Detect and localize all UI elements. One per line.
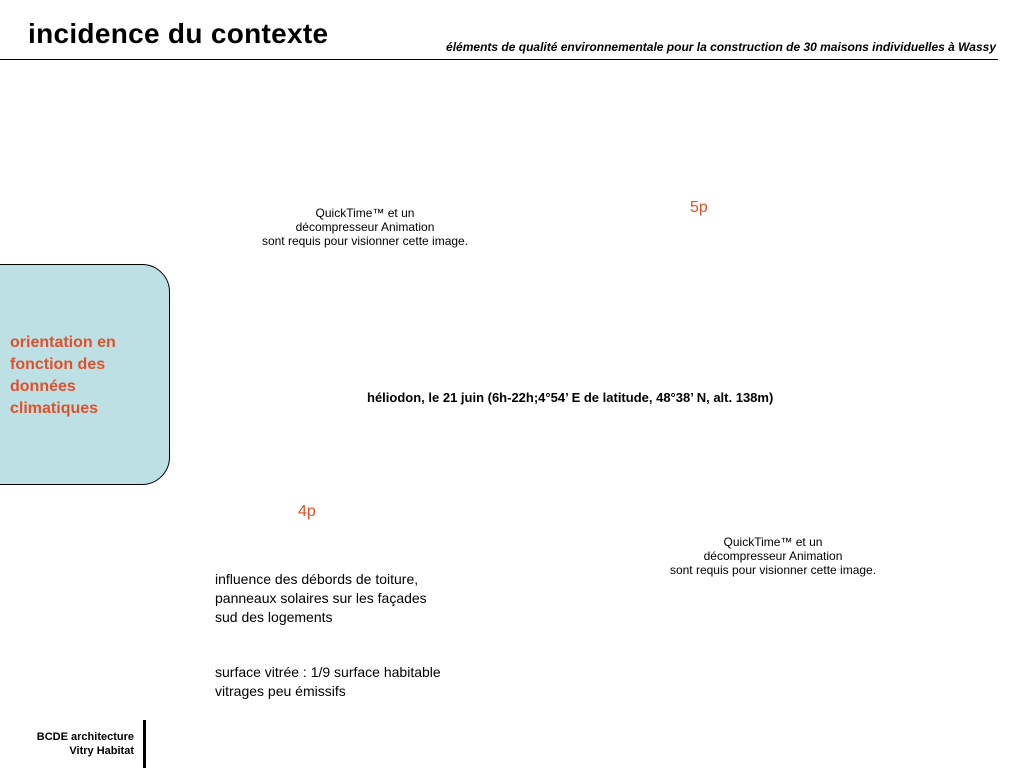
note-roof-overhang (215, 570, 515, 627)
note-line: panneaux solaires sur les façades (215, 590, 427, 606)
header-divider (0, 59, 998, 60)
note-line: sud des logements (215, 609, 333, 625)
side-panel-line: données (10, 378, 76, 395)
page-title: incidence du contexte (28, 18, 329, 49)
footer-divider (143, 720, 146, 768)
note-glazing (215, 663, 515, 701)
quicktime-line: décompresseur Animation (295, 220, 435, 234)
quicktime-line: QuickTime™ et un (723, 535, 823, 549)
quicktime-line: décompresseur Animation (703, 549, 843, 563)
quicktime-line: sont requis pour visionner cette image. (669, 563, 877, 577)
heliodon-caption: héliodon, le 21 juin (6h-22h;4°54’ E de latitude, 48°38’ N, alt. 138m) (367, 390, 774, 405)
footer-credits (0, 730, 134, 758)
side-panel-text (10, 332, 160, 420)
quicktime-line: sont requis pour visionner cette image. (261, 234, 469, 248)
quicktime-line: QuickTime™ et un (315, 206, 415, 220)
side-panel-line: fonction des (10, 356, 106, 373)
label-4p: 4p (298, 503, 316, 520)
footer-architect: BCDE architecture (36, 731, 134, 743)
quicktime-placeholder-bottom (648, 535, 898, 577)
side-panel-line: orientation en (10, 334, 116, 351)
note-line: influence des débords de toiture, (215, 571, 419, 587)
footer-client: Vitry Habitat (69, 745, 134, 757)
label-5p: 5p (690, 199, 708, 216)
side-panel-line: climatiques (10, 400, 99, 417)
quicktime-placeholder-top (240, 206, 490, 248)
note-line: vitrages peu émissifs (215, 683, 346, 699)
note-line: surface vitrée : 1/9 surface habitable (215, 664, 441, 680)
page-subtitle: éléments de qualité environnementale pour la construction de 30 maisons individuelles à Wassy (446, 40, 996, 54)
